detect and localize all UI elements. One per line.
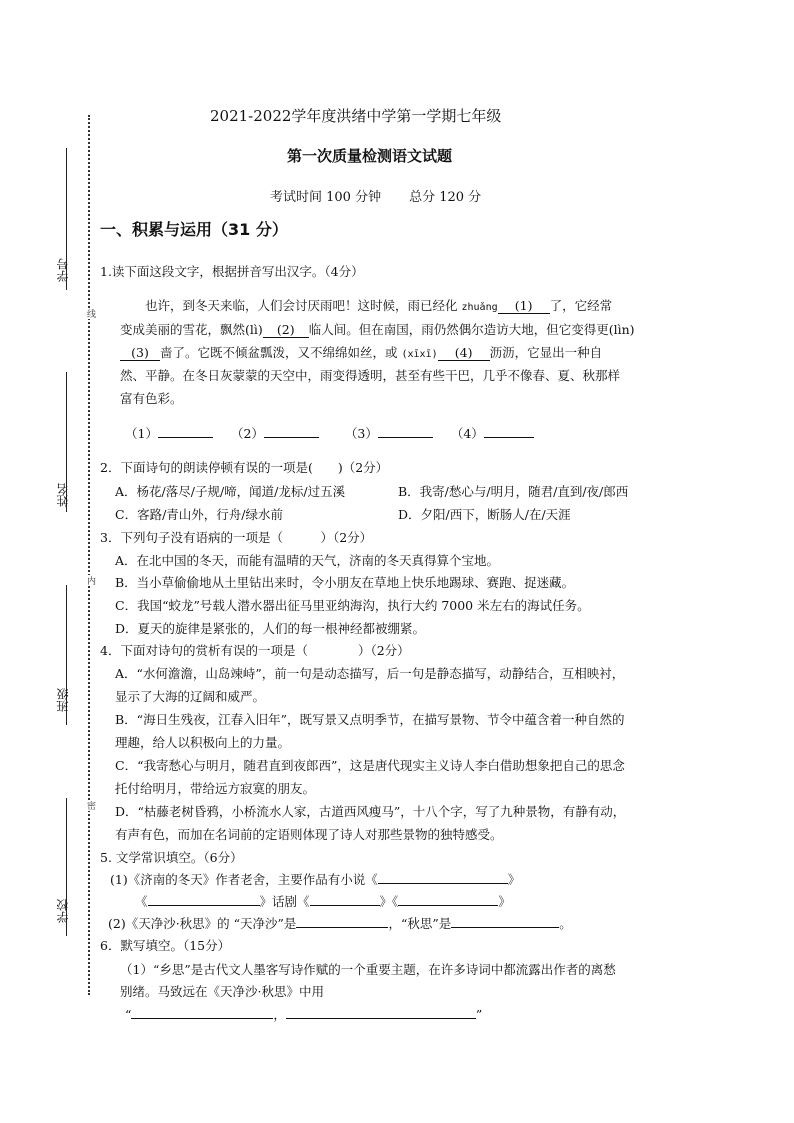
option-d-cont: 有声有色，而加在名词前的定语则体现了诗人对那些景物的独特感受。 xyxy=(115,827,503,842)
option-c-cont: 托付给明月，带给远方寂寞的朋友。 xyxy=(115,781,316,796)
fill-line: (1)《济南的冬天》作者老舍，主要作品有小说《 》 xyxy=(110,872,521,887)
answer-blank-3[interactable] xyxy=(378,437,433,438)
option-c: C．客路/青山外，行舟/绿水前 xyxy=(115,507,283,522)
exam-info xyxy=(270,190,509,206)
answer-blank[interactable]: (1) xyxy=(498,299,550,314)
binding-inner-char: 内 xyxy=(85,576,95,585)
option-a: A．杨花/落尽/子规/啼，闻道/龙标/过五溪 xyxy=(115,484,346,499)
name-label: 姓名 xyxy=(56,483,70,507)
option-c: C．我国“蛟龙”号载人潜水器出征马里亚纳海沟，执行大约 7000 米左右的海试任务。 xyxy=(115,598,590,613)
question-1-stem: 1.读下面这段文字，根据拼音写出汉字。（4分） xyxy=(100,264,364,279)
fill-line: “ ， ” xyxy=(125,1007,483,1022)
passage-line: 也许，到冬天来临，人们会讨厌雨吧！这时候，雨已经化 zhuǎng (1) 了，它经常 xyxy=(145,298,613,313)
question-6-text: （1）“乡思”是古代文人墨客写诗作赋的一个重要主题，在许多诗词中都流露出作者的离愁 xyxy=(120,962,616,977)
option-a-cont: 显示了大海的辽阔和威严。 xyxy=(115,689,266,704)
exam-title-line2: 第一次质量检测语文试题 xyxy=(287,147,453,165)
question-6-text: 别绪。马致远在《天净沙·秋思》中用 xyxy=(120,984,324,999)
option-d: D．夏天的旋律是紧张的，人们的每一根神经都被绷紧。 xyxy=(115,621,426,636)
answer-blank[interactable] xyxy=(310,905,380,906)
answer-blank-1[interactable] xyxy=(158,437,213,438)
answer-blank[interactable]: (4) xyxy=(438,346,490,361)
option-c: C．“我寄愁心与明月，随君直到夜郎西”，这是唐代现实主义诗人李白借助想象把自己的思念 xyxy=(115,758,625,773)
binding-dotted-line xyxy=(88,115,90,995)
answer-blank[interactable] xyxy=(296,927,388,928)
total-score: 总分 120 分 xyxy=(409,190,482,205)
answer-blank[interactable] xyxy=(451,927,559,928)
pinyin-hint: zhuǎng xyxy=(461,302,498,313)
answer-blank[interactable] xyxy=(148,905,260,906)
exam-time: 考试时间 100 分钟 xyxy=(270,190,382,205)
question-5-stem: 5. 文学常识填空。（6分） xyxy=(100,850,243,865)
option-b: B．我寄/愁心与/明月，随君/直到/夜/郎西 xyxy=(398,484,629,499)
question-4-stem: 4．下面对诗句的赏析有误的一项是（ ）（2分） xyxy=(100,643,410,658)
answer-row: （1） （2） （3） （4） xyxy=(125,426,534,442)
passage-line: (3) 啬了。它既不倾盆瓢泼，又不绵绵如丝，或 (xīxī) (4) 沥沥，它显出一种自 xyxy=(120,345,602,363)
option-a: A．在北中国的冬天，而能有温晴的天气，济南的冬天真得算个宝地。 xyxy=(115,553,500,568)
question-3-stem: 3．下列句子没有语病的一项是（ ）（2分） xyxy=(100,530,373,545)
class-label: 班级 xyxy=(56,688,70,712)
passage-line: 富有色彩。 xyxy=(120,391,183,406)
binding-seal-char: 密 xyxy=(85,801,95,810)
answer-blank[interactable]: (3) xyxy=(120,346,160,361)
section-heading: 一、积累与运用（31 分） xyxy=(100,220,288,239)
option-d: D．“枯藤老树昏鸦，小桥流水人家，古道西风瘦马”，十八个字，写了九种景物，有静有动， xyxy=(115,804,626,819)
student-id-label: 学号 xyxy=(56,258,70,282)
option-a: A．“水何澹澹，山岛竦峙”，前一句是动态描写，后一句是静态描写，动静结合，互相映衬， xyxy=(115,666,625,681)
question-2-stem: 2．下面诗句的朗读停顿有误的一项是( )（2分） xyxy=(100,460,389,475)
option-b: B．当小草偷偷地从土里钻出来时，令小朋友在草地上快乐地踢球、赛跑、捉迷藏。 xyxy=(115,575,575,590)
option-b: B．“海日生残夜，江春入旧年”，既写景又点明季节，在描写景物、节令中蕴含着一种自然的 xyxy=(115,712,625,727)
answer-blank-2[interactable] xyxy=(264,437,319,438)
fill-line: 《 》话剧《 》《 》 xyxy=(135,894,511,909)
answer-blank[interactable] xyxy=(398,905,498,906)
binding-line-char: 线 xyxy=(85,309,95,318)
passage-line: 然、平静。在冬日灰蒙蒙的天空中，雨变得透明，甚至有些干巴，几乎不像春、夏、秋那样 xyxy=(120,368,621,383)
answer-blank[interactable] xyxy=(286,1018,476,1019)
fill-line: (2)《天净沙·秋思》的 “天净沙”是 ，“秋思”是 。 xyxy=(108,916,572,931)
question-6-stem: 6．默写填空。（15分） xyxy=(100,938,231,953)
pinyin-hint: (xīxī) xyxy=(401,349,438,360)
answer-blank[interactable] xyxy=(378,883,508,884)
passage-line: 变成美丽的雪花，飘然(lì) (2) 临人间。但在南国，雨仍然偶尔造访大地，但它变得更(lìn) xyxy=(120,322,635,337)
option-b-cont: 理趣，给人以积极向上的力量。 xyxy=(115,735,291,750)
option-d: D．夕阳/西下，断肠人/在/天涯 xyxy=(398,507,571,522)
answer-blank[interactable]: (2) xyxy=(263,323,309,338)
answer-blank-4[interactable] xyxy=(484,437,534,438)
school-label: 学校 xyxy=(56,899,70,923)
answer-blank[interactable] xyxy=(131,1018,273,1019)
exam-title-line1: 2021-2022学年度洪绪中学第一学期七年级 xyxy=(210,107,502,125)
